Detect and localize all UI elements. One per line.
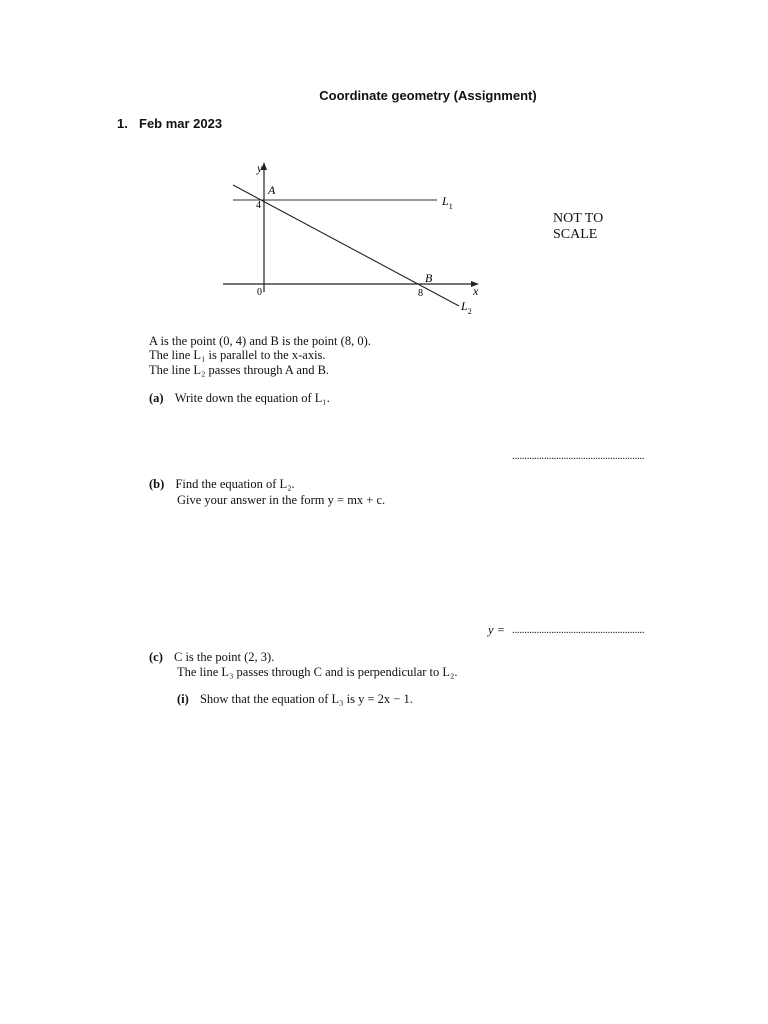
coordinate-diagram (215, 158, 490, 323)
part-a-label: (a) (149, 391, 164, 405)
part-b-label: (b) (149, 477, 165, 491)
question-header: Feb mar 2023 (139, 116, 223, 131)
not-to-scale-note: NOT TO SCALE (553, 211, 604, 242)
point-a-label: A (268, 183, 276, 197)
answer-line-a: ...................................................... (512, 450, 645, 462)
x-axis-label: x (473, 284, 479, 298)
intro-line-3: The line L₂ passes through A and B. (149, 363, 330, 377)
line-l2 (233, 185, 459, 306)
part-c-i-label: (i) (177, 692, 189, 706)
page-title: Coordinate geometry (Assignment) (319, 88, 537, 103)
answer-line-b: ...................................................... (512, 624, 645, 636)
y-axis-label: y (257, 161, 263, 175)
part-b (149, 477, 295, 492)
answer-prefix-b: y = (488, 623, 506, 637)
tick-y-label: 4 (256, 200, 261, 211)
intro-line-2: The line L₁ is parallel to the x-axis. (149, 348, 326, 362)
part-c (149, 650, 274, 665)
part-a (149, 391, 330, 406)
origin-label: 0 (257, 287, 262, 298)
part-c-label: (c) (149, 650, 163, 664)
part-c-text-1: C is the point (2, 3). (174, 650, 275, 664)
part-c-i-text: Show that the equation of L₃ is y = 2x − 1. (199, 692, 413, 706)
tick-x-label: 8 (418, 288, 423, 299)
part-a-text: Write down the equation of L₁. (174, 391, 330, 405)
part-b-text-1: Find the equation of L₂. (175, 477, 295, 491)
intro-line-1: A is the point (0, 4) and B is the point (8, 0). (149, 334, 371, 348)
question-number: 1. (117, 116, 128, 131)
line-l2-label: $L_2$ (461, 299, 472, 316)
part-b-text-2: Give your answer in the form y = mx + c. (177, 493, 386, 507)
line-l1-label: $L_1$ (442, 194, 453, 211)
point-b-label: B (425, 271, 433, 285)
part-c-i (177, 692, 413, 707)
part-c-text-2: The line L₃ passes through C and is perpendicular to L₂. (177, 665, 458, 679)
